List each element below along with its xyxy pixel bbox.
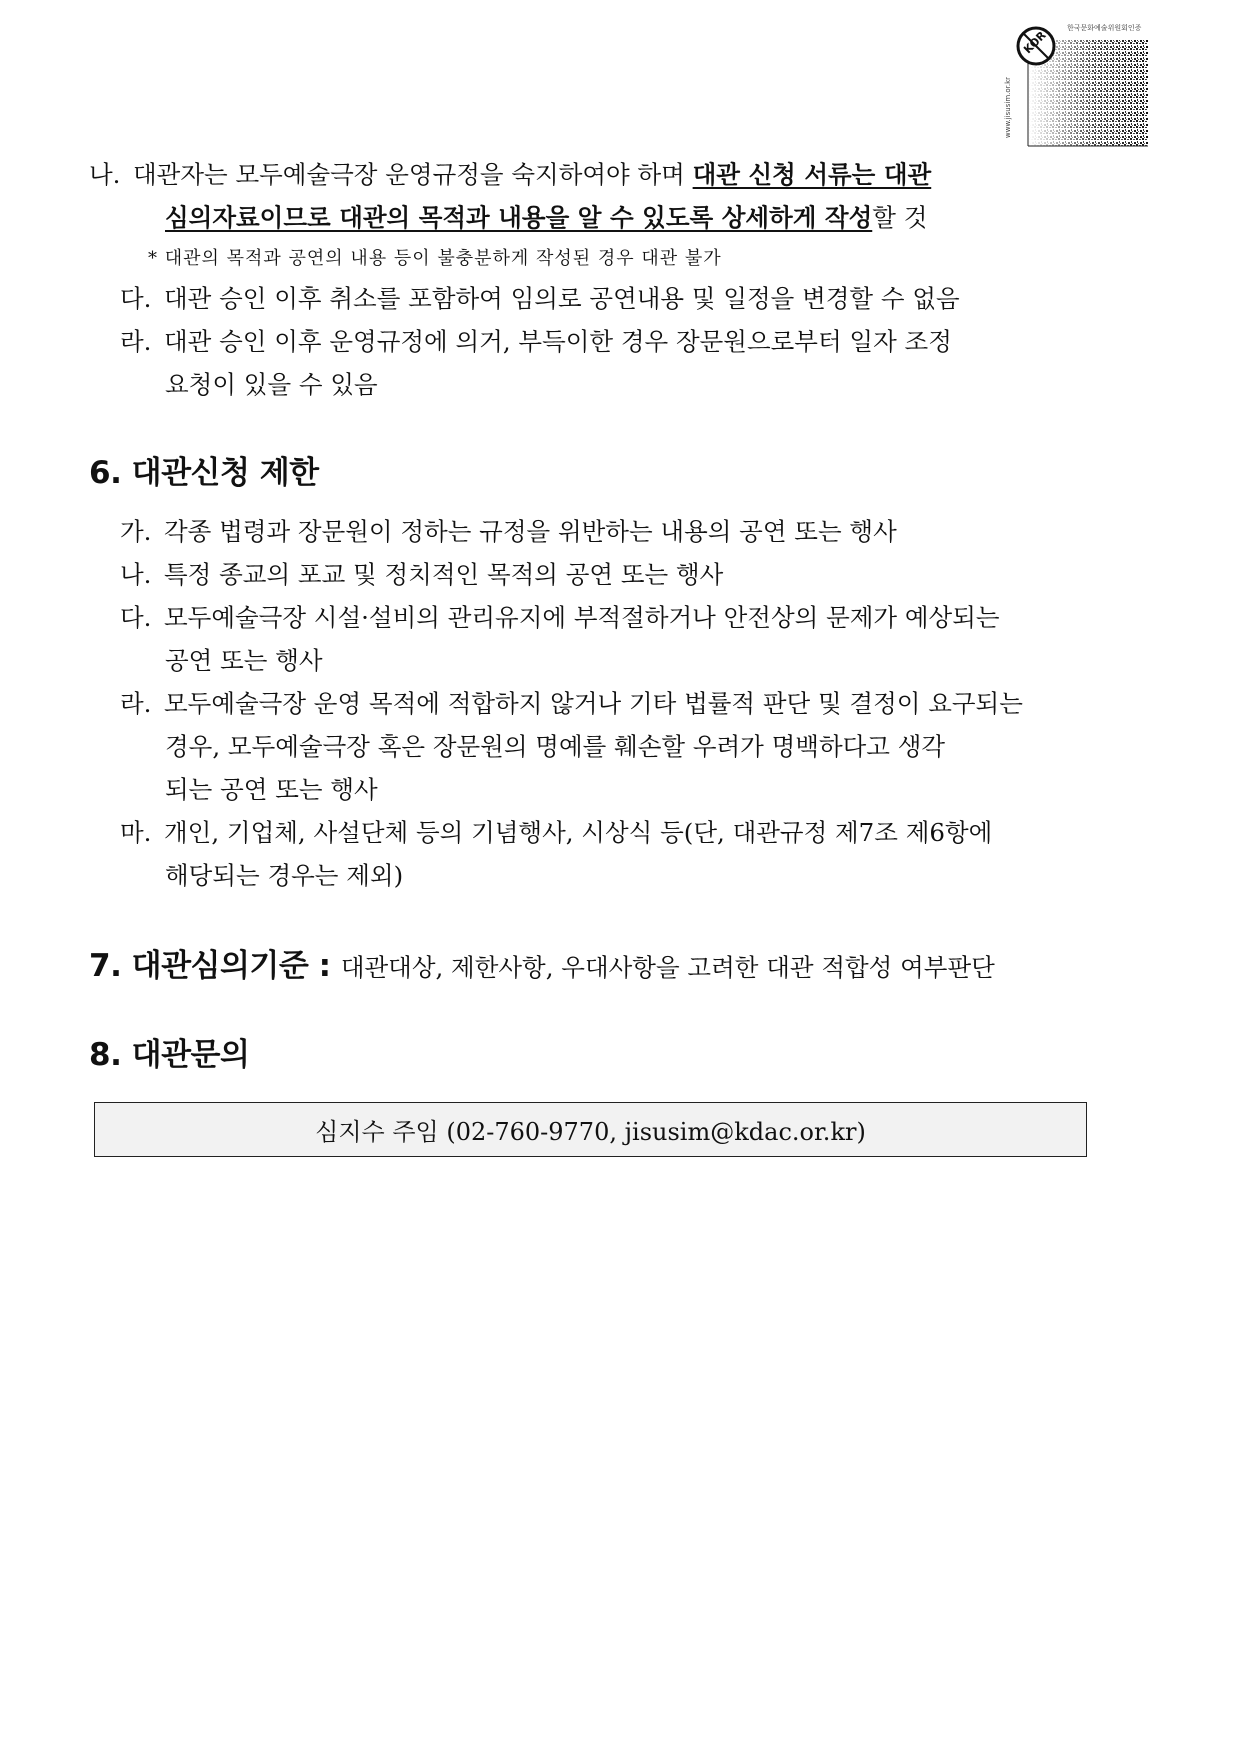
- item-text: 대관 승인 이후 운영규정에 의거, 부득이한 경우 장문원으로부터 일자 조정: [164, 327, 952, 356]
- item-na-line2: [165, 201, 927, 235]
- section-7-title: 7. 대관심의기준 :: [89, 948, 331, 984]
- s6-item-ma-line2: 해당되는 경우는 제외): [165, 861, 404, 890]
- item-ra-line2: 요청이 있을 수 있음: [165, 370, 378, 399]
- s6-item-da-line1: [120, 601, 1000, 635]
- section-8-title: 8. 대관문의: [89, 1037, 250, 1073]
- s6-item-na: [120, 558, 723, 592]
- section-7-heading: [89, 946, 995, 988]
- item-text: 각종 법령과 장문원이 정하는 규정을 위반하는 내용의 공연 또는 행사: [164, 517, 897, 546]
- stamp-url-text: www.jisusim.or.kr: [1004, 76, 1012, 138]
- item-marker: 다.: [120, 284, 152, 313]
- item-text: 모두예술극장 운영 목적에 적합하지 않거나 기타 법률적 판단 및 결정이 요구되는: [164, 689, 1023, 718]
- item-marker: 나.: [89, 160, 121, 189]
- item-marker: 마.: [120, 818, 152, 847]
- section-7-description: 대관대상, 제한사항, 우대사항을 고려한 대관 적합성 여부판단: [340, 953, 995, 982]
- item-text: 개인, 기업체, 사설단체 등의 기념행사, 시상식 등(단, 대관규정 제7조 제6항에: [164, 818, 993, 847]
- item-text: 모두예술극장 시설·설비의 관리유지에 부적절하거나 안전상의 문제가 예상되는: [164, 603, 1000, 632]
- s6-item-ma-line1: [120, 816, 992, 850]
- s6-item-ga: [120, 515, 897, 549]
- item-marker: 라.: [120, 689, 152, 718]
- item-marker: 나.: [120, 560, 152, 589]
- item-da: [120, 282, 960, 316]
- item-marker: 라.: [120, 327, 152, 356]
- item-note: * 대관의 목적과 공연의 내용 등이 불충분하게 작성된 경우 대관 불가: [148, 248, 722, 269]
- s6-item-da-line2: 공연 또는 행사: [165, 646, 323, 675]
- item-text: 대관자는 모두예술극장 운영규정을 숙지하여야 하며: [133, 160, 693, 189]
- item-marker: 가.: [120, 517, 152, 546]
- item-text: 특정 종교의 포교 및 정치적인 목적의 공연 또는 행사: [164, 560, 724, 589]
- contact-box: [94, 1102, 1087, 1157]
- s6-item-ra-line1: [120, 687, 1023, 721]
- section-6-title: 6. 대관신청 제한: [89, 455, 319, 491]
- stamp-org-text: 한국문화예술위원회인증: [1067, 24, 1142, 32]
- item-text: 할 것: [872, 203, 928, 232]
- contact-info: 심지수 주임 (02-760-9770, jisusim@kdac.or.kr): [315, 1118, 866, 1146]
- stamp-logo: KOR: [1021, 28, 1049, 57]
- item-na-line1: [89, 158, 931, 192]
- item-emphasis: 대관 신청 서류는 대관: [692, 160, 932, 189]
- item-text: 대관 승인 이후 취소를 포함하여 임의로 공연내용 및 일정을 변경할 수 없음: [164, 284, 960, 313]
- item-ra-line1: [120, 325, 952, 359]
- item-marker: 다.: [120, 603, 152, 632]
- s6-item-ra-line3: 되는 공연 또는 행사: [165, 775, 378, 804]
- s6-item-ra-line2: 경우, 모두예술극장 혹은 장문원의 명예를 훼손할 우려가 명백하다고 생각: [165, 732, 946, 761]
- item-emphasis: 심의자료이므로 대관의 목적과 내용을 알 수 있도록 상세하게 작성: [165, 203, 873, 232]
